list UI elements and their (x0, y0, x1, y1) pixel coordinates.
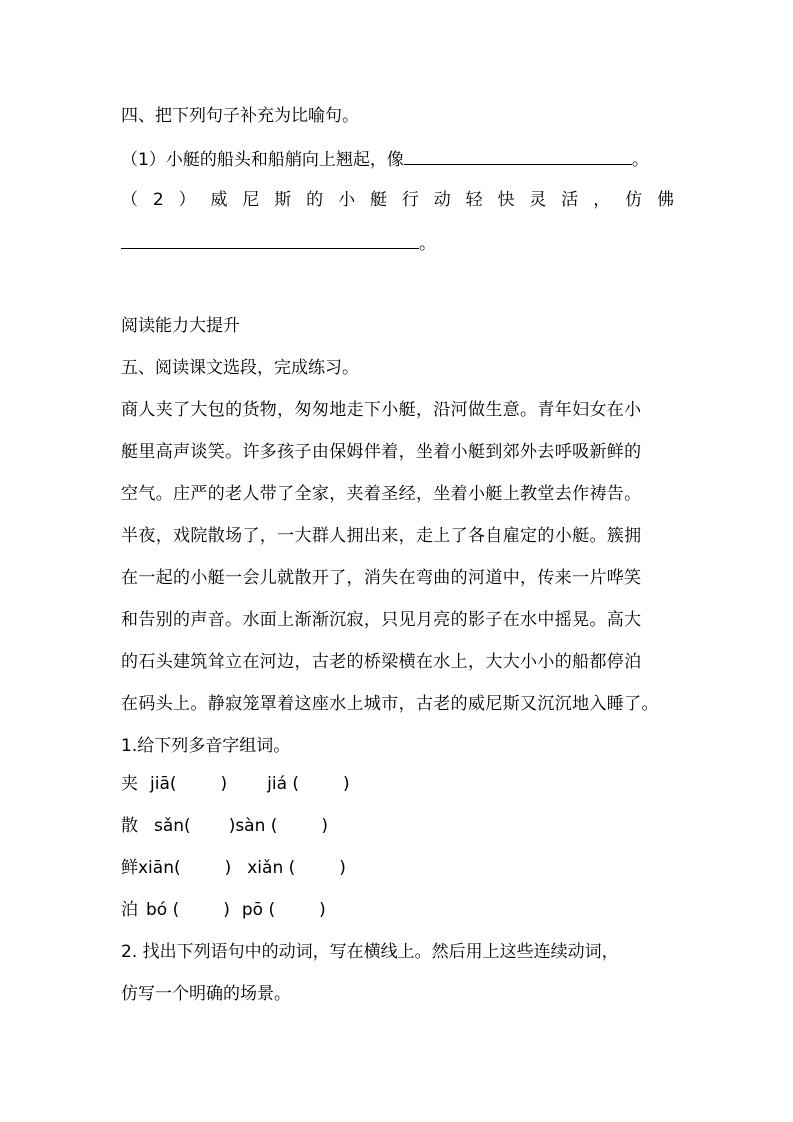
reading-1: bó ( (146, 900, 180, 920)
q2-char: 行 (401, 190, 419, 210)
passage-line: 商人夹了大包的货物，匆匆地走下小艇，沿河做生意。青年妇女在小 (121, 400, 642, 420)
section4-question-1 (121, 146, 649, 170)
passage-line: 空气。庄严的老人带了全家，夹着圣经，坐着小艇上教堂去作祷告。 (121, 484, 642, 504)
polyphone-row (121, 814, 328, 838)
reading-1-close: ) (228, 816, 236, 836)
q2-char: 佛 (656, 190, 674, 210)
q1-suffix: 。 (631, 150, 649, 170)
passage-line: 在一起的小艇一会儿就散开了，消失在弯曲的河道中，传来一片哗笑 (121, 568, 642, 588)
section5-title: 五、阅读课文选段，完成练习。 (121, 358, 359, 378)
section4-question-2-continuation (121, 230, 436, 254)
q2-char: 轻 (465, 190, 483, 210)
passage-line: 的石头建筑耸立在河边，古老的桥梁横在水上，大大小小的船都停泊 (121, 652, 642, 672)
section5-question-2-line1: 2. 找出下列语句中的动词，写在横线上。然后用上这些连续动词， (121, 942, 619, 962)
reading-2: pō ( (241, 900, 276, 920)
reading-1: sǎn( (154, 816, 191, 836)
q2-char: 2 (152, 190, 164, 210)
q2-char: 仿 (625, 190, 643, 210)
q2-char: 艇 (369, 190, 387, 210)
polyphone-char: 散 (121, 816, 138, 836)
polyphone-char: 泊 (121, 900, 138, 920)
reading-2-close: ) (321, 816, 329, 836)
reading-passage (121, 398, 676, 734)
q2-suffix: 。 (419, 234, 436, 254)
reading-1: jiā( (150, 774, 177, 794)
reading-heading: 阅读能力大提升 (121, 316, 240, 336)
q2-char: 小 (338, 190, 356, 210)
reading-2-close: ) (343, 774, 350, 794)
q2-char: （ (121, 190, 138, 210)
section5-question-1-title: 1.给下列多音字组词。 (121, 736, 291, 756)
section4-title: 四、把下列句子补充为比喻句。 (121, 106, 359, 126)
passage-line: 在码头上。静寂笼罩着这座水上城市，古老的威尼斯又沉沉地入睡了。 (121, 694, 659, 714)
polyphone-row (121, 772, 350, 796)
reading-2-close: ) (319, 900, 326, 920)
reading-1-close: ) (224, 858, 232, 878)
reading-1: xiān( (138, 858, 181, 878)
passage-line: 半夜，戏院散场了，一大群人拥出来，走上了各自雇定的小艇。簇拥 (121, 526, 642, 546)
polyphone-row (121, 898, 326, 922)
section5-question-2-line2: 仿写一个明确的场景。 (121, 984, 291, 1004)
polyphone-row (121, 856, 346, 880)
reading-1-close: ) (220, 774, 228, 794)
q2-char: ） (178, 190, 196, 210)
q2-answer-blank[interactable] (121, 230, 419, 249)
q1-prefix: （1）小艇的船头和船艄向上翘起，像 (121, 150, 404, 170)
q2-char: 灵 (529, 190, 547, 210)
reading-2-close: ) (339, 858, 346, 878)
q2-char: 的 (306, 190, 324, 210)
passage-line: 和告别的声音。水面上渐渐沉寂，只见月亮的影子在水中摇晃。高大 (121, 610, 642, 630)
reading-2: sàn ( (235, 816, 278, 836)
q2-char: 快 (497, 190, 515, 210)
q2-char: 威 (210, 190, 228, 210)
passage-line: 艇里高声谈笑。许多孩子由保姆伴着，坐着小艇到郊外去呼吸新鲜的 (121, 442, 642, 462)
section4-question-2 (121, 188, 674, 212)
q1-answer-blank[interactable] (404, 146, 632, 165)
polyphone-char: 夹 (121, 774, 138, 794)
reading-2: jiá ( (267, 774, 300, 794)
q2-char: ， (593, 190, 611, 210)
q2-char: 动 (433, 190, 451, 210)
reading-1-close: ) (223, 900, 230, 920)
polyphone-char: 鲜 (121, 858, 138, 878)
reading-2: xiǎn ( (247, 858, 296, 878)
q2-char: 斯 (274, 190, 292, 210)
q2-char: 活 (561, 190, 579, 210)
q2-char: 尼 (242, 190, 260, 210)
